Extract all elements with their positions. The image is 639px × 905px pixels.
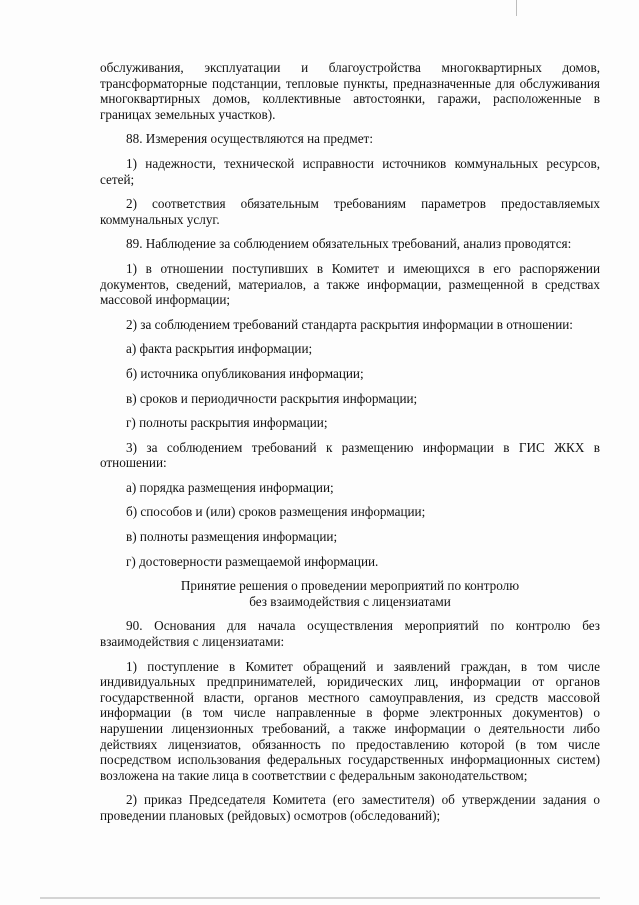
paragraph: г) достоверности размещаемой информации.: [126, 553, 379, 569]
paragraph: 89. Наблюдение за соблюдением обязательных требований, анализ проводятся:: [126, 236, 572, 252]
paragraph: 2) соответствия обязательным требованиям параметров предоставляемых коммунальных услуг.: [100, 196, 600, 227]
paragraph: в) полноты размещения информации;: [126, 529, 338, 545]
paragraphs-top: [100, 60, 600, 569]
paragraph: 3) за соблюдением требований к размещению информации в ГИС ЖКХ в отношении:: [100, 439, 600, 471]
scan-edge-mark: [516, 0, 517, 16]
paragraph: в) сроков и периодичности раскрытия информации;: [126, 390, 418, 406]
paragraph: б) способов и (или) сроков размещения информации;: [126, 504, 426, 520]
paragraph: 2) приказ Председателя Комитета (его заместителя) об утверждении задания о проведении плановых (рейдовых) осмотров (обследований);: [100, 792, 600, 823]
paragraph: 1) в отношении поступивших в Комитет и имеющихся в его распоряжении документов, сведений, материалов, а также информации, размещенной в средствах массовой информации;: [100, 260, 600, 308]
paragraph: 88. Измерения осуществляются на предмет:: [126, 131, 373, 147]
paragraph: 2) за соблюдением требований стандарта раскрытия информации в отношении:: [126, 316, 573, 332]
paragraphs-bottom: [100, 618, 600, 823]
paragraph: б) источника опубликования информации;: [126, 365, 364, 381]
paragraph: обслуживания, эксплуатации и благоустройства многоквартирных домов, трансформаторные подстанции, тепловые пункты, предназначенные для обслуживания многоквартирных домов, коллективные автостоянки, гаражи, расположенные в границах земельных участков).: [100, 60, 600, 122]
document-body: [100, 60, 600, 833]
paragraph: а) порядка размещения информации;: [126, 479, 334, 495]
section-heading: [100, 578, 600, 609]
paragraph: г) полноты раскрытия информации;: [126, 415, 328, 431]
section-heading-line-2: без взаимодействия с лицензиатами: [249, 593, 451, 609]
paragraph: 90. Основания для начала осуществления мероприятий по контролю без взаимодействия с лицензиатами:: [100, 618, 600, 650]
page-bottom-rule: [40, 897, 600, 899]
paragraph: 1) поступление в Комитет обращений и заявлений граждан, в том числе индивидуальных предпринимателей, юридических лиц, информации от органов государственной власти, органов местного самоуправления, из средств массовой информации (в том числе направленные в форме электронных документов) о нарушении лицензионных требований, а также информации о деятельности либо действиях лицензиатов, обязанность по предоставлению которой (в том числе посредством использования федеральных государственных информационных систем) возложена на такие лица в соответствии с федеральным законодательством;: [100, 658, 600, 783]
paragraph: 1) надежности, технической исправности источников коммунальных ресурсов, сетей;: [100, 155, 600, 187]
paragraph: а) факта раскрытия информации;: [126, 341, 313, 357]
section-heading-line-1: Принятие решения о проведении мероприятий по контролю: [180, 578, 520, 594]
